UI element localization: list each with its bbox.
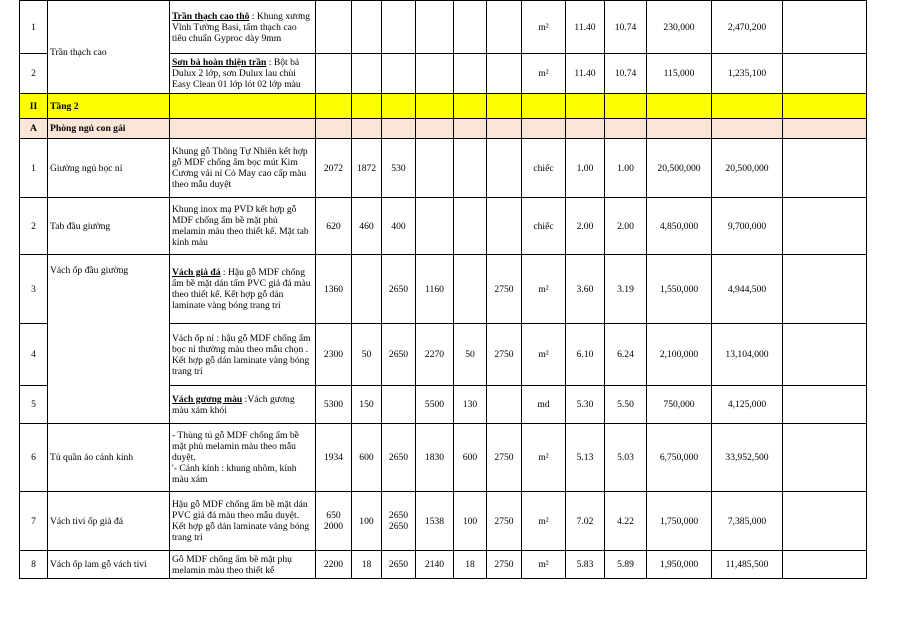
quotation-table bbox=[19, 0, 867, 579]
dim-cell bbox=[454, 1, 487, 54]
dim-cell: 18 bbox=[454, 551, 487, 579]
quantity-cell: 6.10 bbox=[566, 324, 605, 386]
quantity-cell: 1.00 bbox=[605, 139, 647, 198]
table-row bbox=[20, 139, 867, 198]
row-no: 1 bbox=[20, 139, 48, 198]
table-row bbox=[20, 255, 867, 324]
dim-cell bbox=[382, 386, 416, 424]
row-no: 1 bbox=[20, 1, 48, 54]
item-heading: Vách gương màu bbox=[172, 393, 243, 405]
price-cell: 1,550,000 bbox=[647, 255, 712, 324]
table-row bbox=[20, 1, 867, 54]
subsection-label: Phòng ngủ con gái bbox=[48, 119, 170, 139]
quantity-cell: 1.00 bbox=[566, 139, 605, 198]
item-description bbox=[170, 386, 316, 424]
quantity-cell: 10.74 bbox=[605, 1, 647, 54]
item-heading: Sơn bả hoàn thiện trần bbox=[172, 57, 267, 68]
quantity-cell: 5.83 bbox=[566, 551, 605, 579]
dim-cell: 2650 bbox=[382, 424, 416, 492]
item-description: - Thùng tủ gỗ MDF chống ẩm bề mặt phủ melamin màu theo mẫu duyệt. '- Cánh kính : khung nhôm, kính màu xám bbox=[170, 424, 316, 492]
dim-cell bbox=[487, 198, 522, 255]
quantity-cell: 4.22 bbox=[605, 492, 647, 551]
quantity-cell: 2.00 bbox=[566, 198, 605, 255]
dim-cell: 2750 bbox=[487, 324, 522, 386]
note-cell bbox=[783, 198, 867, 255]
unit-cell: chiếc bbox=[522, 139, 566, 198]
unit-cell: m² bbox=[522, 324, 566, 386]
price-cell: 1,950,000 bbox=[647, 551, 712, 579]
note-cell bbox=[783, 54, 867, 94]
item-description bbox=[170, 54, 316, 94]
dim-cell bbox=[454, 139, 487, 198]
quantity-cell: 6.24 bbox=[605, 324, 647, 386]
quantity-cell: 5.30 bbox=[566, 386, 605, 424]
dim-cell: 2750 bbox=[487, 255, 522, 324]
quantity-cell: 7.02 bbox=[566, 492, 605, 551]
total-cell: 7,385,000 bbox=[712, 492, 783, 551]
dim-cell: 2750 bbox=[487, 551, 522, 579]
dim-cell: 2750 bbox=[487, 424, 522, 492]
total-cell: 20,500,000 bbox=[712, 139, 783, 198]
section-no: II bbox=[20, 94, 48, 119]
row-no: 2 bbox=[20, 198, 48, 255]
dim-cell: 5300 bbox=[316, 386, 352, 424]
item-heading: Vách giả đá bbox=[172, 267, 221, 278]
unit-cell: m² bbox=[522, 492, 566, 551]
unit-cell: md bbox=[522, 386, 566, 424]
dim-cell bbox=[316, 54, 352, 94]
dim-cell: 130 bbox=[454, 386, 487, 424]
item-name: Tủ quần áo cánh kính bbox=[48, 424, 170, 492]
quantity-cell: 5.13 bbox=[566, 424, 605, 492]
subsection-no: A bbox=[20, 119, 48, 139]
note-cell bbox=[783, 551, 867, 579]
dim-cell bbox=[352, 1, 382, 54]
dim-cell: 2650 2650 bbox=[382, 492, 416, 551]
row-no: 3 bbox=[20, 255, 48, 324]
item-description: Gỗ MDF chống ẩm bề mặt phụ melamin màu theo thiết kế bbox=[170, 551, 316, 579]
dim-cell: 600 bbox=[454, 424, 487, 492]
subsection-row bbox=[20, 119, 867, 139]
item-description bbox=[170, 255, 316, 324]
table-row bbox=[20, 492, 867, 551]
dim-cell: 50 bbox=[352, 324, 382, 386]
dim-cell bbox=[454, 198, 487, 255]
section-label: Tầng 2 bbox=[48, 94, 170, 119]
item-detail: : Hậu gỗ MDF chống ẩm bề mặt dán tấm PVC giả đá màu theo thiết kế. Kết hợp gỗ dán laminate vàng bóng trang trí bbox=[172, 267, 311, 311]
quantity-cell: 2.00 bbox=[605, 198, 647, 255]
table-row bbox=[20, 198, 867, 255]
item-name: Giường ngủ bọc nỉ bbox=[48, 139, 170, 198]
dim-cell: 2140 bbox=[416, 551, 454, 579]
dim-cell bbox=[316, 1, 352, 54]
note-cell bbox=[783, 492, 867, 551]
dim-cell bbox=[416, 1, 454, 54]
item-name: Trần thạch cao bbox=[48, 1, 170, 94]
price-cell: 750,000 bbox=[647, 386, 712, 424]
dim-cell: 150 bbox=[352, 386, 382, 424]
total-cell: 4,944,500 bbox=[712, 255, 783, 324]
dim-cell bbox=[416, 139, 454, 198]
price-cell: 4,850,000 bbox=[647, 198, 712, 255]
dim-cell: 2300 bbox=[316, 324, 352, 386]
unit-cell: m² bbox=[522, 424, 566, 492]
dim-cell: 530 bbox=[382, 139, 416, 198]
total-cell: 11,485,500 bbox=[712, 551, 783, 579]
note-cell bbox=[783, 255, 867, 324]
dim-cell: 50 bbox=[454, 324, 487, 386]
dim-cell bbox=[487, 54, 522, 94]
item-detail: :Vách gương màu xám khói bbox=[172, 393, 295, 416]
dim-cell bbox=[352, 255, 382, 324]
dim-cell bbox=[416, 198, 454, 255]
unit-cell: m² bbox=[522, 1, 566, 54]
dim-cell: 1934 bbox=[316, 424, 352, 492]
dim-cell: 1360 bbox=[316, 255, 352, 324]
dim-cell bbox=[416, 54, 454, 94]
unit-cell: m² bbox=[522, 54, 566, 94]
dim-cell: 1160 bbox=[416, 255, 454, 324]
dim-cell: 600 bbox=[352, 424, 382, 492]
total-cell: 33,952,500 bbox=[712, 424, 783, 492]
row-no: 2 bbox=[20, 54, 48, 94]
section-row bbox=[20, 94, 867, 119]
total-cell: 9,700,000 bbox=[712, 198, 783, 255]
item-name: Vách ốp lam gỗ vách tivi bbox=[48, 551, 170, 579]
dim-cell bbox=[487, 139, 522, 198]
quantity-cell: 5.89 bbox=[605, 551, 647, 579]
dim-cell: 620 bbox=[316, 198, 352, 255]
item-description: Khung inox mạ PVD kết hợp gỗ MDF chống ẩm bề mặt phủ melamin màu theo thiết kế. Mặt tab kính màu bbox=[170, 198, 316, 255]
item-detail: : Khung xương Vĩnh Tường Basi, tấm thạch cao tiêu chuẩn Gyproc dày 9mm bbox=[172, 10, 311, 44]
item-description bbox=[170, 1, 316, 54]
item-description: Vách ốp nỉ : hậu gỗ MDF chống ẩm bọc nỉ thường màu theo mẫu chọn . Kết hợp gỗ dán laminate vàng bóng trang trí bbox=[170, 324, 316, 386]
item-name: Vách tivi ốp giả đá bbox=[48, 492, 170, 551]
row-no: 7 bbox=[20, 492, 48, 551]
dim-cell bbox=[454, 54, 487, 94]
item-description: Hậu gỗ MDF chống ẩm bề mặt dán PVC giả đá màu theo mẫu duyệt. Kết hợp gỗ dán laminate vàng bóng trang trí bbox=[170, 492, 316, 551]
note-cell bbox=[783, 1, 867, 54]
note-cell bbox=[783, 424, 867, 492]
row-no: 6 bbox=[20, 424, 48, 492]
dim-cell: 2650 bbox=[382, 551, 416, 579]
total-cell: 2,470,200 bbox=[712, 1, 783, 54]
note-cell bbox=[783, 324, 867, 386]
price-cell: 1,750,000 bbox=[647, 492, 712, 551]
item-description: Khung gỗ Thông Tự Nhiên kết hợp gỗ MDF chống ẩm bọc mút Kim Cương vải nỉ Cỏ May cao cấp màu theo mẫu duyệt bbox=[170, 139, 316, 198]
total-cell: 4,125,000 bbox=[712, 386, 783, 424]
row-no: 5 bbox=[20, 386, 48, 424]
dim-cell: 400 bbox=[382, 198, 416, 255]
table-row bbox=[20, 424, 867, 492]
dim-cell: 1538 bbox=[416, 492, 454, 551]
quantity-cell: 5.03 bbox=[605, 424, 647, 492]
dim-cell: 100 bbox=[352, 492, 382, 551]
dim-cell: 2650 bbox=[382, 324, 416, 386]
unit-cell: m² bbox=[522, 551, 566, 579]
dim-cell: 2750 bbox=[487, 492, 522, 551]
dim-cell bbox=[352, 54, 382, 94]
quantity-cell: 3.19 bbox=[605, 255, 647, 324]
quantity-cell: 10.74 bbox=[605, 54, 647, 94]
note-cell bbox=[783, 386, 867, 424]
dim-cell: 2200 bbox=[316, 551, 352, 579]
item-heading: Trần thạch cao thô bbox=[172, 10, 250, 22]
total-cell: 1,235,100 bbox=[712, 54, 783, 94]
item-name: Vách ốp đầu giường bbox=[48, 255, 170, 424]
price-cell: 115,000 bbox=[647, 54, 712, 94]
dim-cell: 650 2000 bbox=[316, 492, 352, 551]
dim-cell: 1872 bbox=[352, 139, 382, 198]
dim-cell bbox=[382, 54, 416, 94]
dim-cell bbox=[454, 255, 487, 324]
table-row bbox=[20, 551, 867, 579]
dim-cell: 5500 bbox=[416, 386, 454, 424]
dim-cell: 460 bbox=[352, 198, 382, 255]
dim-cell bbox=[487, 386, 522, 424]
row-no: 8 bbox=[20, 551, 48, 579]
price-cell: 6,750,000 bbox=[647, 424, 712, 492]
price-cell: 20,500,000 bbox=[647, 139, 712, 198]
dim-cell: 1830 bbox=[416, 424, 454, 492]
total-cell: 13,104,000 bbox=[712, 324, 783, 386]
note-cell bbox=[783, 139, 867, 198]
quantity-cell: 5.50 bbox=[605, 386, 647, 424]
price-cell: 230,000 bbox=[647, 1, 712, 54]
dim-cell: 18 bbox=[352, 551, 382, 579]
price-cell: 2,100,000 bbox=[647, 324, 712, 386]
unit-cell: chiếc bbox=[522, 198, 566, 255]
dim-cell: 100 bbox=[454, 492, 487, 551]
dim-cell bbox=[487, 1, 522, 54]
quantity-cell: 11.40 bbox=[566, 54, 605, 94]
row-no: 4 bbox=[20, 324, 48, 386]
dim-cell: 2270 bbox=[416, 324, 454, 386]
quantity-cell: 11.40 bbox=[566, 1, 605, 54]
quantity-cell: 3.60 bbox=[566, 255, 605, 324]
unit-cell: m² bbox=[522, 255, 566, 324]
dim-cell: 2072 bbox=[316, 139, 352, 198]
item-name: Tab đầu giường bbox=[48, 198, 170, 255]
dim-cell bbox=[382, 1, 416, 54]
dim-cell: 2650 bbox=[382, 255, 416, 324]
item-detail: : Bột bả Dulux 2 lớp, sơn Dulux lau chùi Easy Clean 01 lớp lót 02 lớp màu bbox=[172, 57, 301, 90]
